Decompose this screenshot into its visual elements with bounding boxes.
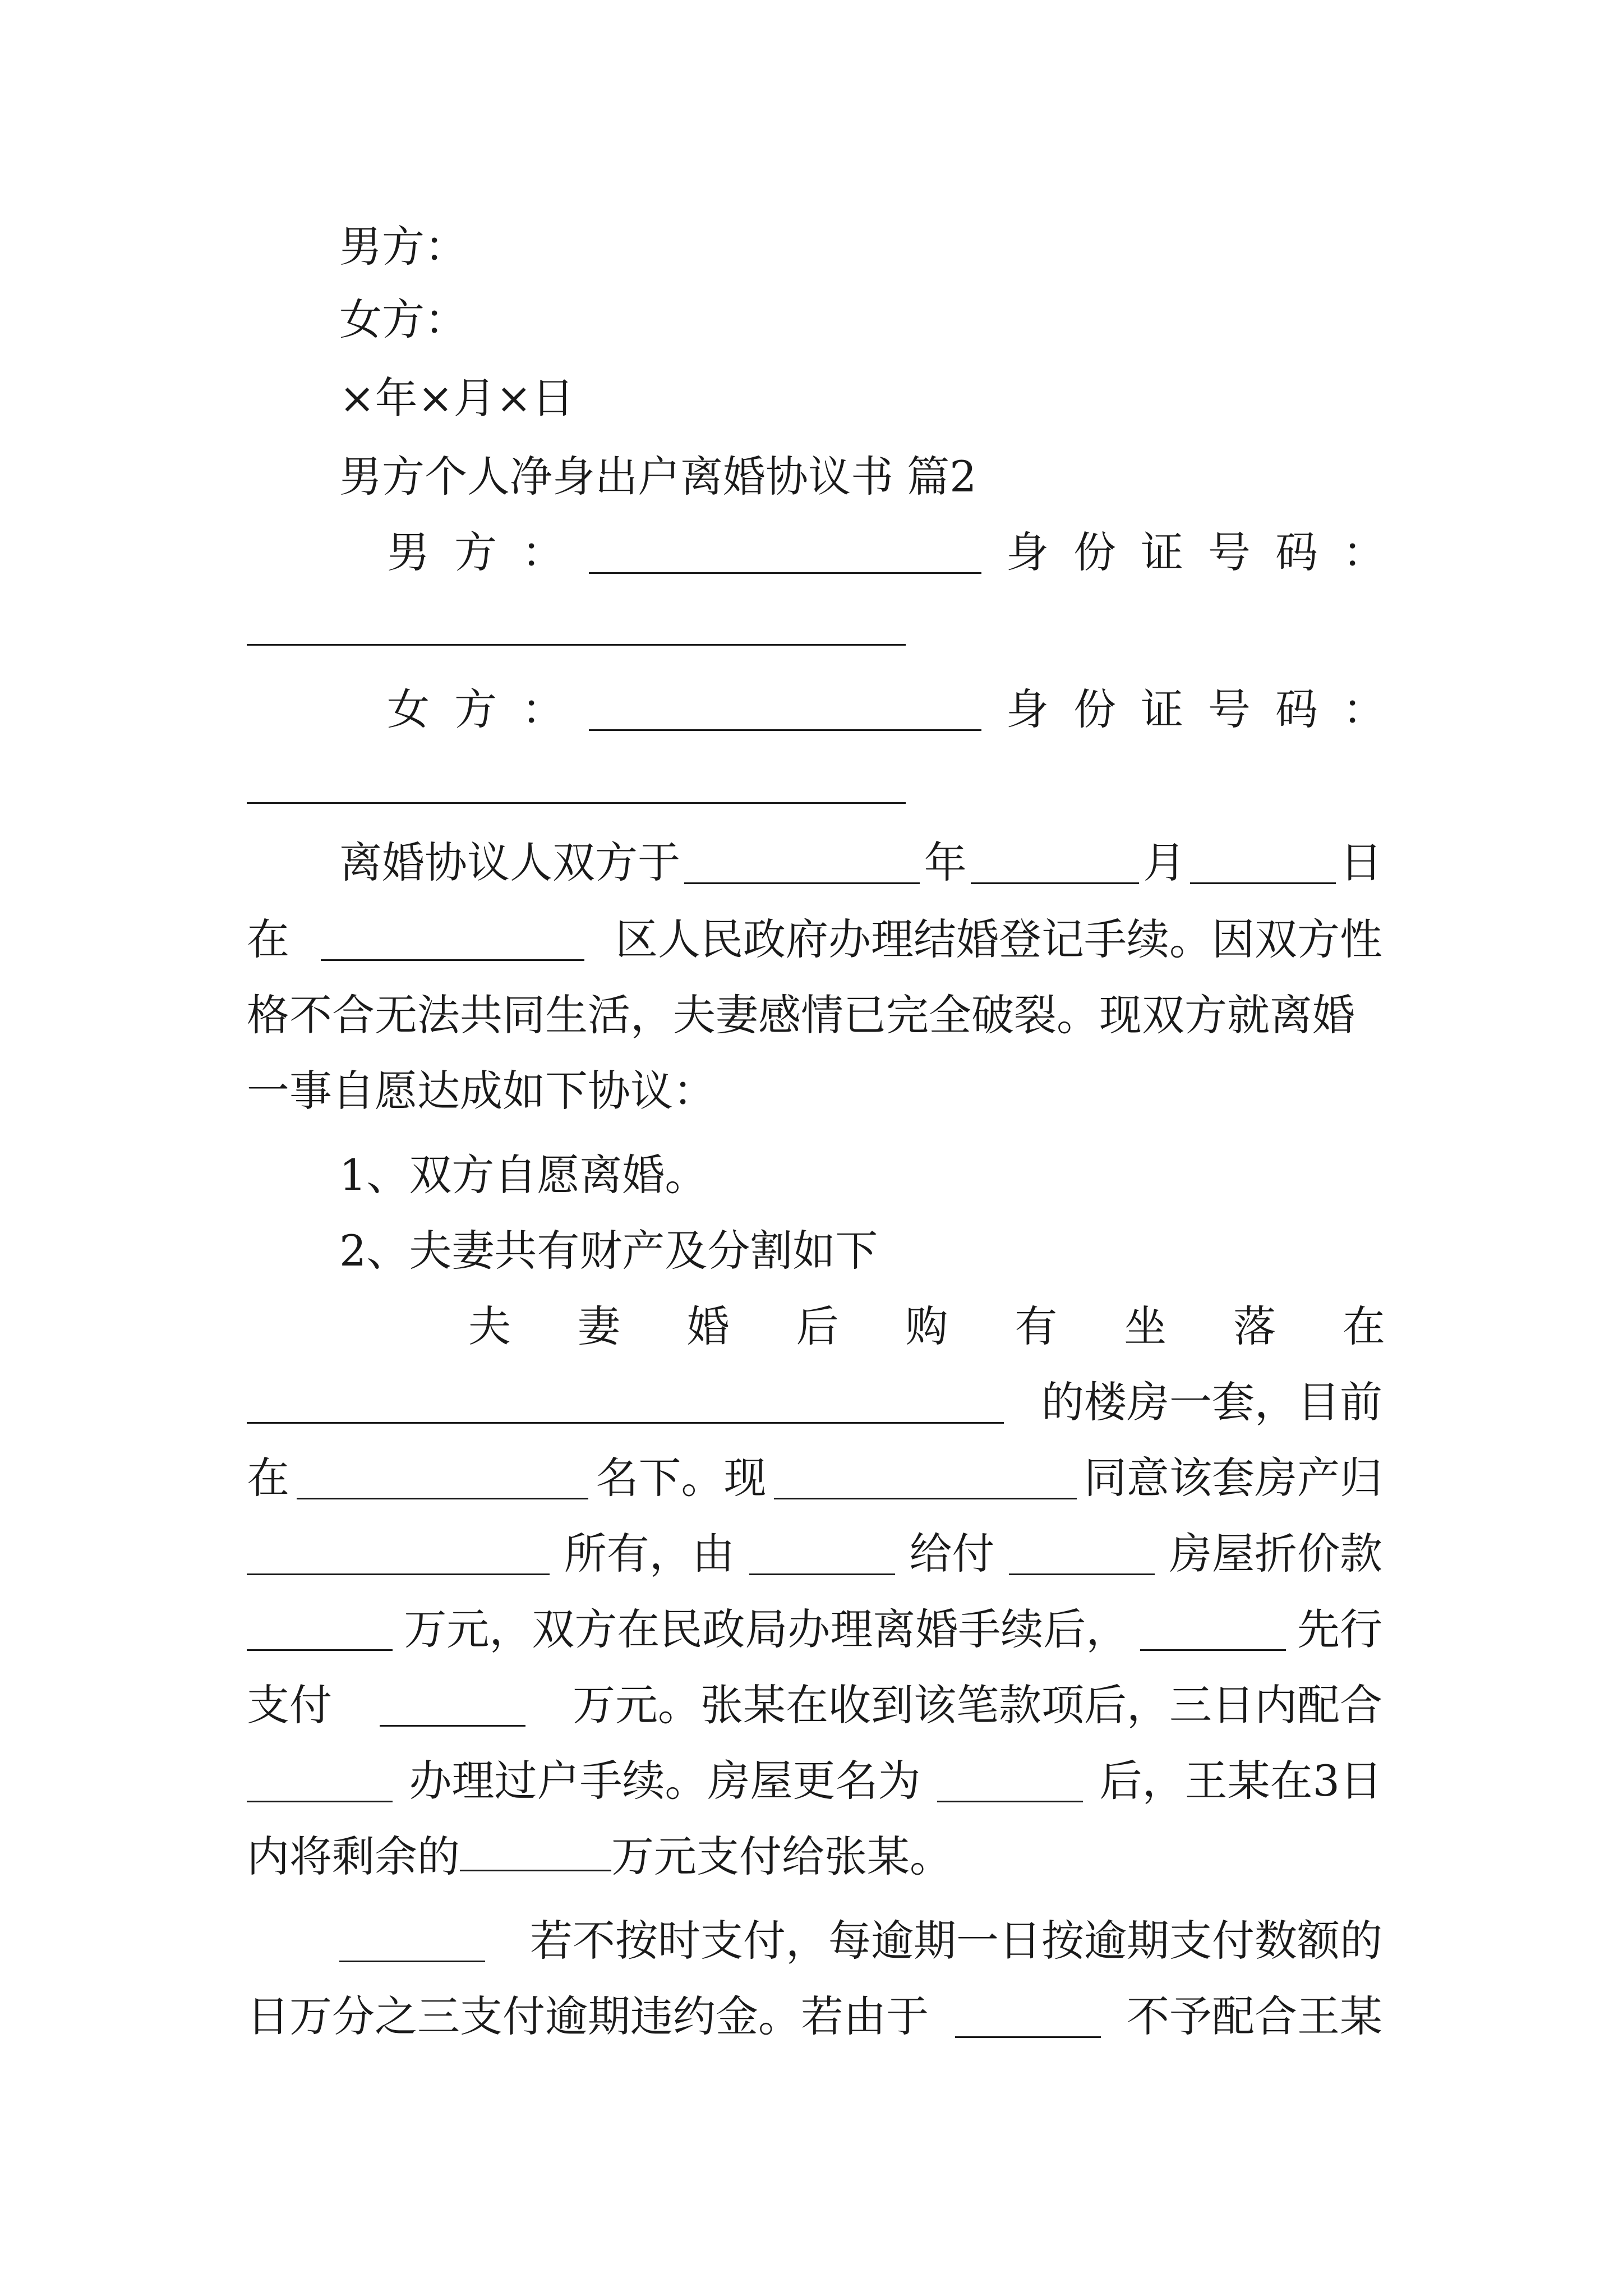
text-run: 支付 bbox=[247, 1680, 332, 1730]
blank-payer bbox=[749, 1533, 895, 1575]
blank-day bbox=[1190, 841, 1336, 884]
blank-recipient bbox=[247, 1533, 550, 1575]
text-run: 不予配合王某 bbox=[1127, 1991, 1382, 2041]
row-char: 夫 bbox=[468, 1301, 511, 1351]
row-char: 份 bbox=[1073, 684, 1116, 734]
text-run: 区人民政府办理结婚登记手续。因双方性 bbox=[615, 914, 1382, 964]
text-run: 后，王某在3日 bbox=[1099, 1756, 1382, 1806]
blank-address bbox=[247, 1381, 1004, 1423]
signature-date: ×年×月×日 bbox=[339, 373, 575, 423]
paragraph-2-line-8 bbox=[247, 1826, 952, 1888]
paragraph-2-line-5 bbox=[247, 1599, 1382, 1660]
text-run: 内将剩余的 bbox=[247, 1832, 460, 1881]
row-char: ： bbox=[522, 684, 564, 734]
row-char: 方 bbox=[454, 527, 497, 577]
text-run: 日万分之三支付逾期违约金。若由于 bbox=[247, 1991, 929, 2041]
row-char: 号 bbox=[1208, 527, 1251, 577]
text-run: 同意该套房产归 bbox=[1084, 1453, 1382, 1503]
row-char: 身 bbox=[1006, 527, 1049, 577]
signature-female-label: 女方： bbox=[339, 295, 467, 344]
row-char: 男 bbox=[387, 527, 430, 577]
text-run: 月 bbox=[1143, 838, 1186, 887]
paragraph-2-line-3 bbox=[247, 1447, 1382, 1509]
row-char: 证 bbox=[1141, 527, 1183, 577]
blank-cooperate-party bbox=[247, 1760, 393, 1802]
blank-new-owner bbox=[937, 1760, 1083, 1802]
text-run: 在 bbox=[247, 1453, 289, 1503]
female-name-blank bbox=[589, 688, 981, 730]
blank-party bbox=[774, 1457, 1077, 1499]
blank-amount bbox=[247, 1608, 393, 1650]
female-id-blank bbox=[247, 802, 906, 804]
paragraph-1-line-3: 格不合无法共同生活，夫妻感情已完全破裂。现双方就离婚 bbox=[247, 990, 1355, 1040]
paragraph-1-line-1 bbox=[339, 832, 1382, 894]
row-char: 落 bbox=[1233, 1301, 1276, 1351]
text-run: 万元。张某在收到该笔款项后，三日内配合 bbox=[573, 1680, 1382, 1730]
row-char: 身 bbox=[1006, 684, 1049, 734]
blank-year bbox=[684, 841, 920, 884]
row-char: 女 bbox=[387, 684, 430, 734]
text-run: 房屋折价款 bbox=[1169, 1529, 1382, 1579]
section-title: 男方个人净身出户离婚协议书 篇2 bbox=[339, 452, 977, 501]
row-char: 购 bbox=[905, 1301, 948, 1351]
text-run: 若不按时支付，每逾期一日按逾期支付数额的 bbox=[530, 1916, 1382, 1966]
blank-month bbox=[971, 841, 1139, 884]
blank-district bbox=[321, 918, 584, 960]
text-run: 年 bbox=[924, 838, 967, 887]
paragraph-1-line-2 bbox=[247, 909, 1382, 970]
blank-noncooperating-party bbox=[955, 1995, 1101, 2037]
male-id-row bbox=[387, 522, 1385, 583]
blank-first-amount bbox=[380, 1684, 525, 1726]
row-char: 在 bbox=[1343, 1301, 1385, 1351]
text-run: 的楼房一套，目前 bbox=[1041, 1377, 1382, 1427]
agreement-item-1: 1、双方自愿离婚。 bbox=[339, 1150, 708, 1200]
row-char: 证 bbox=[1141, 684, 1183, 734]
text-run: 给付 bbox=[909, 1529, 995, 1579]
paragraph-2-line-1 bbox=[468, 1296, 1385, 1358]
row-char: ： bbox=[1343, 527, 1385, 577]
row-char: ： bbox=[522, 527, 564, 577]
male-name-blank bbox=[589, 531, 981, 573]
paragraph-2-line-2 bbox=[247, 1372, 1382, 1433]
blank-late-party bbox=[339, 1920, 485, 1962]
text-run: 万元，双方在民政局办理离婚手续后， bbox=[404, 1604, 1129, 1654]
row-char: 坐 bbox=[1124, 1301, 1167, 1351]
row-char: 方 bbox=[454, 684, 497, 734]
text-run: 先行 bbox=[1297, 1604, 1382, 1654]
male-id-blank bbox=[247, 644, 906, 646]
blank-owner bbox=[297, 1457, 588, 1499]
paragraph-3-line-2 bbox=[247, 1986, 1382, 2047]
blank-payee bbox=[1009, 1533, 1155, 1575]
row-char: 码 bbox=[1275, 684, 1318, 734]
text-run: 名下。现 bbox=[596, 1453, 767, 1503]
row-char: 有 bbox=[1015, 1301, 1058, 1351]
paragraph-2-line-4 bbox=[247, 1523, 1382, 1585]
text-run: 万元支付给张某。 bbox=[611, 1832, 952, 1881]
signature-male-label: 男方： bbox=[339, 222, 467, 272]
row-char: 份 bbox=[1073, 527, 1116, 577]
row-char: ： bbox=[1343, 684, 1385, 734]
row-char: 婚 bbox=[686, 1301, 730, 1351]
text-run: 日 bbox=[1339, 838, 1382, 887]
blank-remaining-amount bbox=[460, 1829, 611, 1871]
female-id-row bbox=[387, 679, 1385, 740]
text-run: 办理过户手续。房屋更名为 bbox=[409, 1756, 921, 1806]
paragraph-1-line-4: 一事自愿达成如下协议： bbox=[247, 1066, 716, 1116]
text-run: 所有，由 bbox=[564, 1529, 735, 1579]
text-run: 离婚协议人双方于 bbox=[339, 838, 680, 887]
paragraph-2-line-7 bbox=[247, 1750, 1382, 1812]
blank-first-payer bbox=[1140, 1608, 1286, 1650]
row-char: 后 bbox=[796, 1301, 839, 1351]
row-char: 妻 bbox=[577, 1301, 620, 1351]
text-run: 在 bbox=[247, 914, 289, 964]
paragraph-3-line-1 bbox=[339, 1910, 1382, 1972]
paragraph-2-line-6 bbox=[247, 1674, 1382, 1736]
row-char: 码 bbox=[1275, 527, 1318, 577]
row-char: 号 bbox=[1208, 684, 1251, 734]
agreement-item-2: 2、夫妻共有财产及分割如下 bbox=[339, 1226, 878, 1276]
